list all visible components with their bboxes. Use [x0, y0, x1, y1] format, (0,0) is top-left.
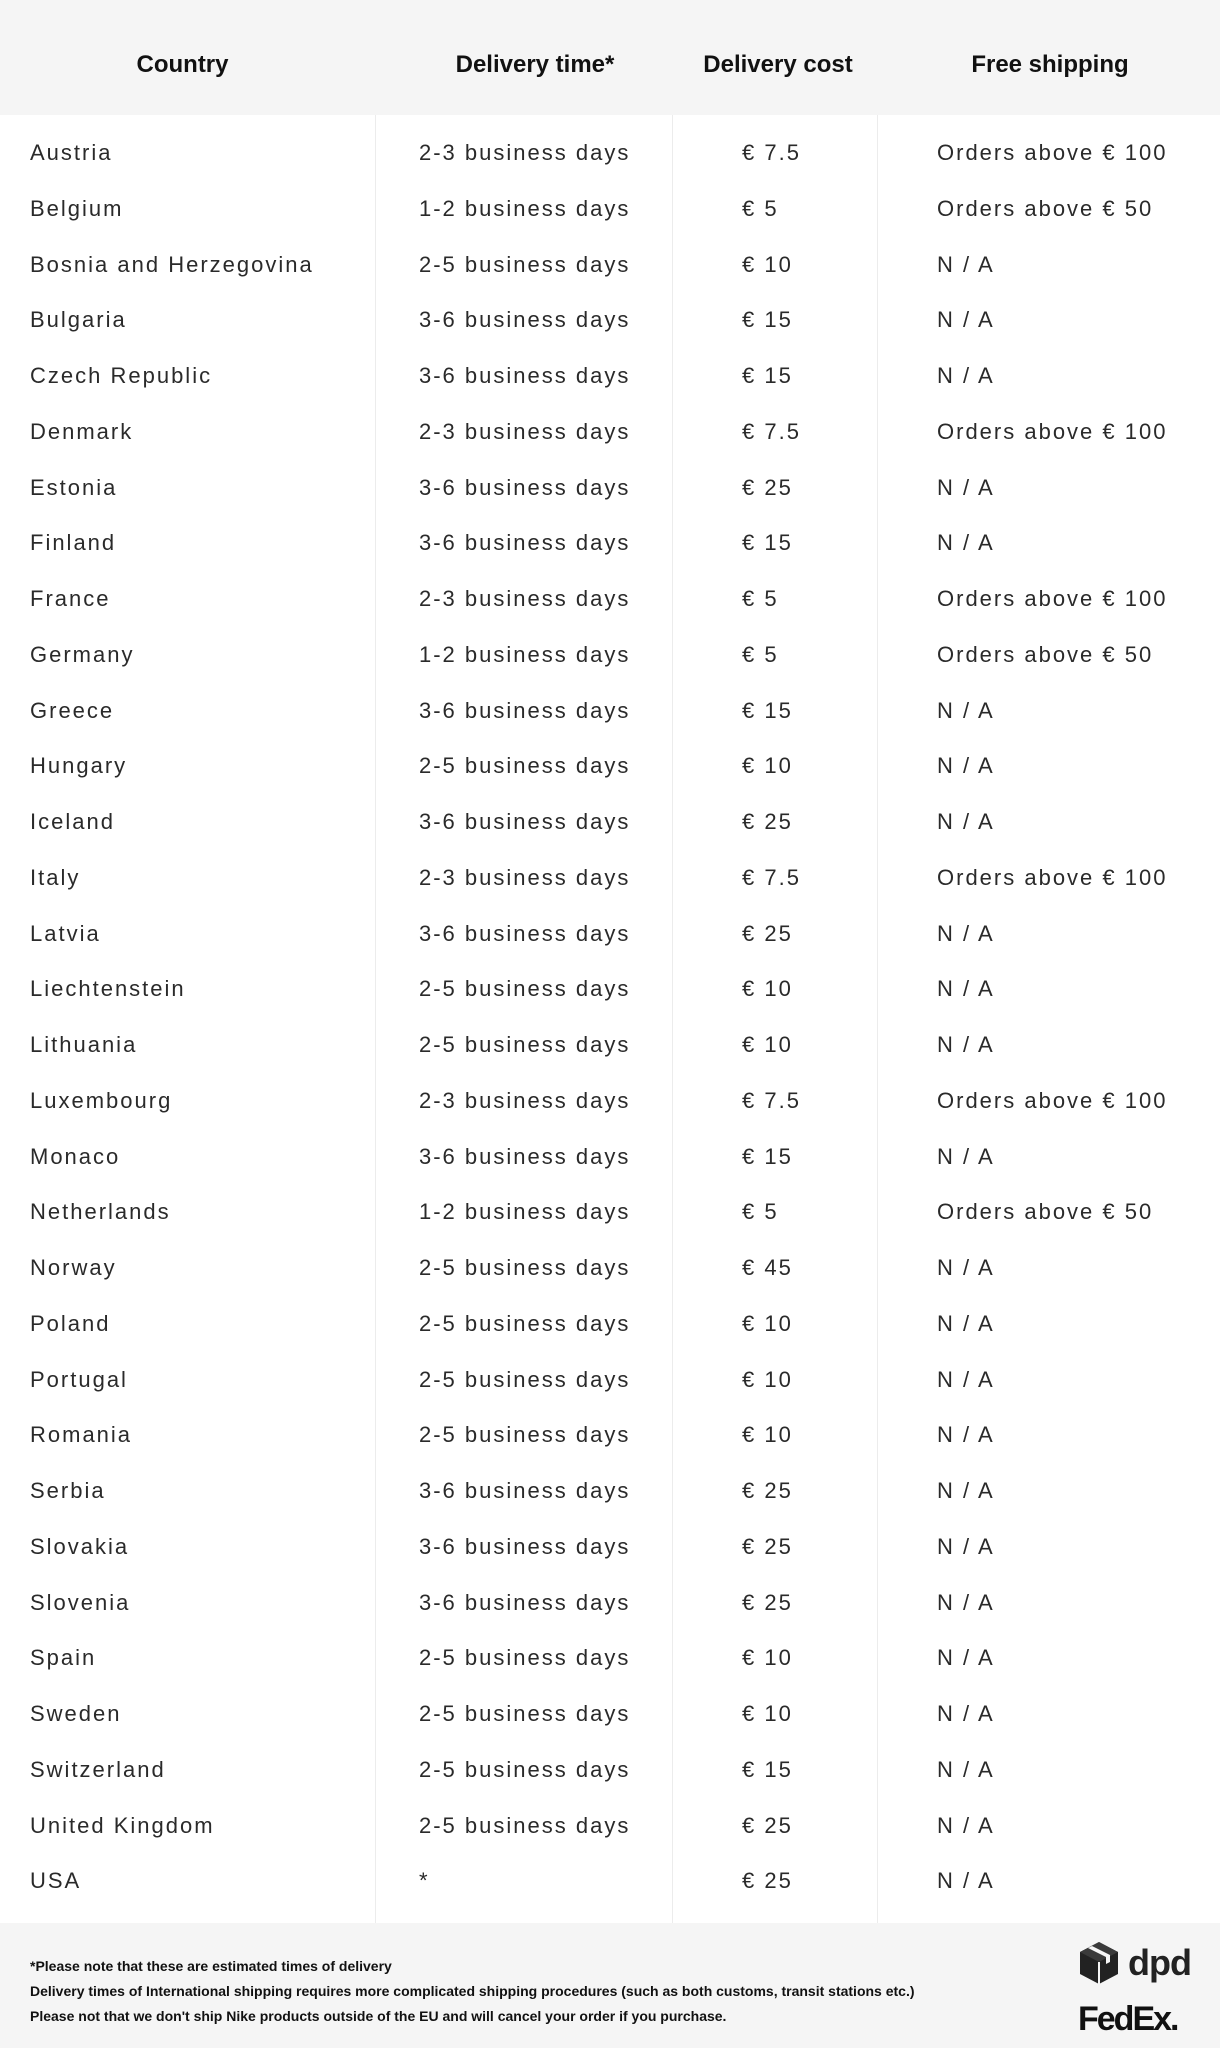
cell-free-shipping: Orders above € 100	[937, 140, 1168, 165]
table-row	[0, 683, 1220, 739]
cell-delivery-time: 2-5 business days	[419, 1032, 631, 1057]
table-row	[0, 961, 1220, 1017]
cell-free-shipping: N / A	[937, 697, 995, 723]
cell-delivery-cost: € 7.5	[742, 140, 801, 165]
cell-delivery-time: 3-6 business days	[419, 363, 631, 388]
cell-delivery-cost: € 7.5	[742, 1087, 801, 1113]
cell-free-shipping: N / A	[937, 1255, 995, 1280]
cell-delivery-cost: € 5	[742, 1199, 779, 1225]
cell-free-shipping: Orders above € 100	[937, 1087, 1168, 1113]
cell-delivery-time: 2-3 business days	[419, 864, 631, 890]
cell-free-shipping: Orders above € 50	[937, 641, 1154, 667]
dpd-logo	[1078, 1939, 1191, 1987]
header-delivery-cost: Delivery cost	[703, 51, 853, 78]
footer-note: Delivery times of International shipping requires more complicated shipping procedures (such as both customs, transit stations etc.)	[30, 1983, 915, 1999]
table-row	[0, 460, 1220, 516]
cell-free-shipping: N / A	[937, 1310, 995, 1336]
table-row	[0, 794, 1220, 850]
cell-country: France	[30, 586, 111, 611]
cell-delivery-cost: € 10	[742, 976, 793, 1002]
cell-country: Latvia	[30, 920, 101, 946]
cell-free-shipping: N / A	[937, 307, 995, 333]
cell-delivery-time: 2-5 business days	[419, 1255, 631, 1280]
cell-delivery-time: 2-3 business days	[419, 586, 631, 611]
cell-delivery-time: 2-5 business days	[419, 1310, 631, 1336]
table-row	[0, 738, 1220, 794]
cell-delivery-time: 2-5 business days	[419, 1812, 631, 1838]
cell-country: Czech Republic	[30, 363, 213, 388]
cell-free-shipping: Orders above € 100	[937, 864, 1168, 890]
cell-delivery-time: 2-5 business days	[419, 1645, 631, 1671]
cell-country: Denmark	[30, 418, 134, 444]
cell-free-shipping: N / A	[937, 251, 995, 277]
table-header	[0, 0, 1220, 115]
cell-delivery-time: 3-6 business days	[419, 920, 631, 946]
table-row	[0, 627, 1220, 683]
cell-country: United Kingdom	[30, 1812, 215, 1838]
cell-delivery-time: *	[419, 1868, 430, 1894]
cell-free-shipping: N / A	[937, 1032, 995, 1057]
table-row	[0, 1184, 1220, 1240]
cell-free-shipping: N / A	[937, 1868, 995, 1894]
cell-country: Serbia	[30, 1478, 106, 1503]
footer	[0, 1923, 1220, 2048]
cell-delivery-cost: € 10	[742, 1701, 793, 1726]
cell-free-shipping: N / A	[937, 1366, 995, 1392]
table-row	[0, 1798, 1220, 1854]
cell-delivery-time: 1-2 business days	[419, 1199, 631, 1225]
cell-country: Liechtenstein	[30, 976, 186, 1002]
table-row	[0, 1407, 1220, 1463]
cell-country: Portugal	[30, 1366, 128, 1392]
table-row	[0, 181, 1220, 237]
cell-delivery-time: 2-3 business days	[419, 418, 631, 444]
cell-country: Bosnia and Herzegovina	[30, 251, 314, 277]
cell-free-shipping: N / A	[937, 1756, 995, 1782]
cell-delivery-time: 3-6 business days	[419, 1533, 631, 1559]
table-row	[0, 1017, 1220, 1073]
header-delivery-time: Delivery time*	[455, 51, 615, 78]
cell-country: Norway	[30, 1255, 117, 1280]
cell-country: Italy	[30, 864, 81, 890]
cell-country: USA	[30, 1868, 82, 1894]
table-row	[0, 1742, 1220, 1798]
cell-delivery-time: 3-6 business days	[419, 307, 631, 333]
cell-delivery-time: 2-5 business days	[419, 976, 631, 1002]
cell-delivery-cost: € 7.5	[742, 418, 801, 444]
cell-country: Bulgaria	[30, 307, 127, 333]
cell-country: Belgium	[30, 195, 124, 221]
cell-delivery-cost: € 15	[742, 1756, 793, 1782]
cell-delivery-cost: € 25	[742, 1533, 793, 1559]
table-row	[0, 571, 1220, 627]
table-row	[0, 1129, 1220, 1185]
cell-delivery-cost: € 25	[742, 1868, 793, 1894]
footer-note: *Please note that these are estimated times of delivery	[30, 1958, 392, 1974]
cell-delivery-cost: € 25	[742, 1478, 793, 1503]
table-row	[0, 1853, 1220, 1909]
cell-delivery-time: 2-5 business days	[419, 1366, 631, 1392]
cell-country: Sweden	[30, 1701, 122, 1726]
cell-delivery-time: 2-5 business days	[419, 1701, 631, 1726]
dpd-logo-text: dpd	[1128, 1942, 1191, 1983]
cell-delivery-cost: € 25	[742, 1589, 793, 1615]
cell-delivery-time: 3-6 business days	[419, 809, 631, 834]
cell-delivery-time: 2-5 business days	[419, 1756, 631, 1782]
table-row	[0, 1352, 1220, 1408]
cell-delivery-cost: € 5	[742, 195, 779, 221]
cell-country: Hungary	[30, 753, 128, 779]
cell-delivery-time: 3-6 business days	[419, 474, 631, 500]
cell-free-shipping: N / A	[937, 1701, 995, 1726]
cell-delivery-cost: € 10	[742, 1366, 793, 1392]
cell-delivery-cost: € 10	[742, 251, 793, 277]
table-body	[0, 115, 1220, 1923]
cell-country: Poland	[30, 1310, 111, 1336]
cell-delivery-time: 3-6 business days	[419, 697, 631, 723]
cell-free-shipping: N / A	[937, 1589, 995, 1615]
table-row	[0, 237, 1220, 293]
cell-delivery-cost: € 5	[742, 586, 779, 611]
cell-delivery-cost: € 15	[742, 363, 793, 388]
table-row	[0, 1519, 1220, 1575]
table-row	[0, 1296, 1220, 1352]
table-row	[0, 404, 1220, 460]
cell-delivery-cost: € 10	[742, 1422, 793, 1448]
cell-delivery-time: 1-2 business days	[419, 195, 631, 221]
cell-free-shipping: N / A	[937, 809, 995, 834]
fedex-logo: FedEx.	[1078, 2000, 1178, 2038]
table-row	[0, 348, 1220, 404]
cell-free-shipping: N / A	[937, 976, 995, 1002]
cell-delivery-cost: € 15	[742, 307, 793, 333]
cell-delivery-cost: € 45	[742, 1255, 793, 1280]
cell-country: Netherlands	[30, 1199, 171, 1225]
cell-delivery-cost: € 25	[742, 920, 793, 946]
cell-delivery-cost: € 7.5	[742, 864, 801, 890]
cell-delivery-time: 3-6 business days	[419, 1143, 631, 1169]
footer-note: Please not that we don't ship Nike products outside of the EU and will cancel your order if you purchase.	[30, 2008, 727, 2024]
table-row	[0, 1240, 1220, 1296]
table-row	[0, 1630, 1220, 1686]
cell-delivery-cost: € 25	[742, 1812, 793, 1838]
cell-delivery-cost: € 15	[742, 530, 793, 556]
cell-delivery-cost: € 10	[742, 1645, 793, 1671]
cell-country: Lithuania	[30, 1032, 138, 1057]
cell-country: Austria	[30, 140, 113, 165]
cell-free-shipping: N / A	[937, 1645, 995, 1671]
table-row	[0, 1686, 1220, 1742]
table-row	[0, 292, 1220, 348]
cell-delivery-time: 3-6 business days	[419, 1478, 631, 1503]
cell-country: Finland	[30, 530, 117, 556]
table-row	[0, 125, 1220, 181]
cell-delivery-cost: € 10	[742, 753, 793, 779]
cell-delivery-time: 3-6 business days	[419, 1589, 631, 1615]
cell-delivery-time: 2-5 business days	[419, 753, 631, 779]
cell-delivery-time: 1-2 business days	[419, 641, 631, 667]
cell-delivery-cost: € 25	[742, 809, 793, 834]
cell-country: Iceland	[30, 809, 115, 834]
cell-country: Estonia	[30, 474, 118, 500]
cell-country: Slovakia	[30, 1533, 130, 1559]
cell-country: Slovenia	[30, 1589, 131, 1615]
cell-country: Spain	[30, 1645, 97, 1671]
cell-country: Greece	[30, 697, 115, 723]
cell-country: Switzerland	[30, 1756, 166, 1782]
header-free-shipping: Free shipping	[971, 51, 1129, 78]
table-row	[0, 1073, 1220, 1129]
table-row	[0, 1575, 1220, 1631]
cell-free-shipping: Orders above € 50	[937, 1199, 1154, 1225]
cell-delivery-cost: € 10	[742, 1032, 793, 1057]
table-row	[0, 515, 1220, 571]
table-row	[0, 1463, 1220, 1519]
cell-free-shipping: Orders above € 100	[937, 418, 1168, 444]
cell-free-shipping: N / A	[937, 363, 995, 388]
cell-free-shipping: N / A	[937, 1478, 995, 1503]
cell-delivery-cost: € 5	[742, 641, 779, 667]
cell-free-shipping: N / A	[937, 474, 995, 500]
cell-free-shipping: Orders above € 100	[937, 586, 1168, 611]
cell-delivery-time: 2-3 business days	[419, 1087, 631, 1113]
cell-free-shipping: N / A	[937, 530, 995, 556]
dpd-cube-icon	[1078, 1940, 1120, 1986]
cell-free-shipping: N / A	[937, 1533, 995, 1559]
cell-delivery-cost: € 25	[742, 474, 793, 500]
cell-free-shipping: N / A	[937, 753, 995, 779]
cell-delivery-time: 3-6 business days	[419, 530, 631, 556]
table-row	[0, 850, 1220, 906]
cell-free-shipping: N / A	[937, 920, 995, 946]
cell-country: Luxembourg	[30, 1087, 173, 1113]
cell-delivery-cost: € 15	[742, 697, 793, 723]
cell-delivery-cost: € 15	[742, 1143, 793, 1169]
table-row	[0, 906, 1220, 962]
cell-free-shipping: Orders above € 50	[937, 195, 1154, 221]
cell-delivery-time: 2-5 business days	[419, 251, 631, 277]
cell-delivery-time: 2-5 business days	[419, 1422, 631, 1448]
cell-delivery-cost: € 10	[742, 1310, 793, 1336]
cell-country: Monaco	[30, 1143, 121, 1169]
cell-delivery-time: 2-3 business days	[419, 140, 631, 165]
cell-country: Romania	[30, 1422, 133, 1448]
cell-country: Germany	[30, 641, 135, 667]
cell-free-shipping: N / A	[937, 1143, 995, 1169]
cell-free-shipping: N / A	[937, 1422, 995, 1448]
header-country: Country	[136, 51, 229, 78]
cell-free-shipping: N / A	[937, 1812, 995, 1838]
